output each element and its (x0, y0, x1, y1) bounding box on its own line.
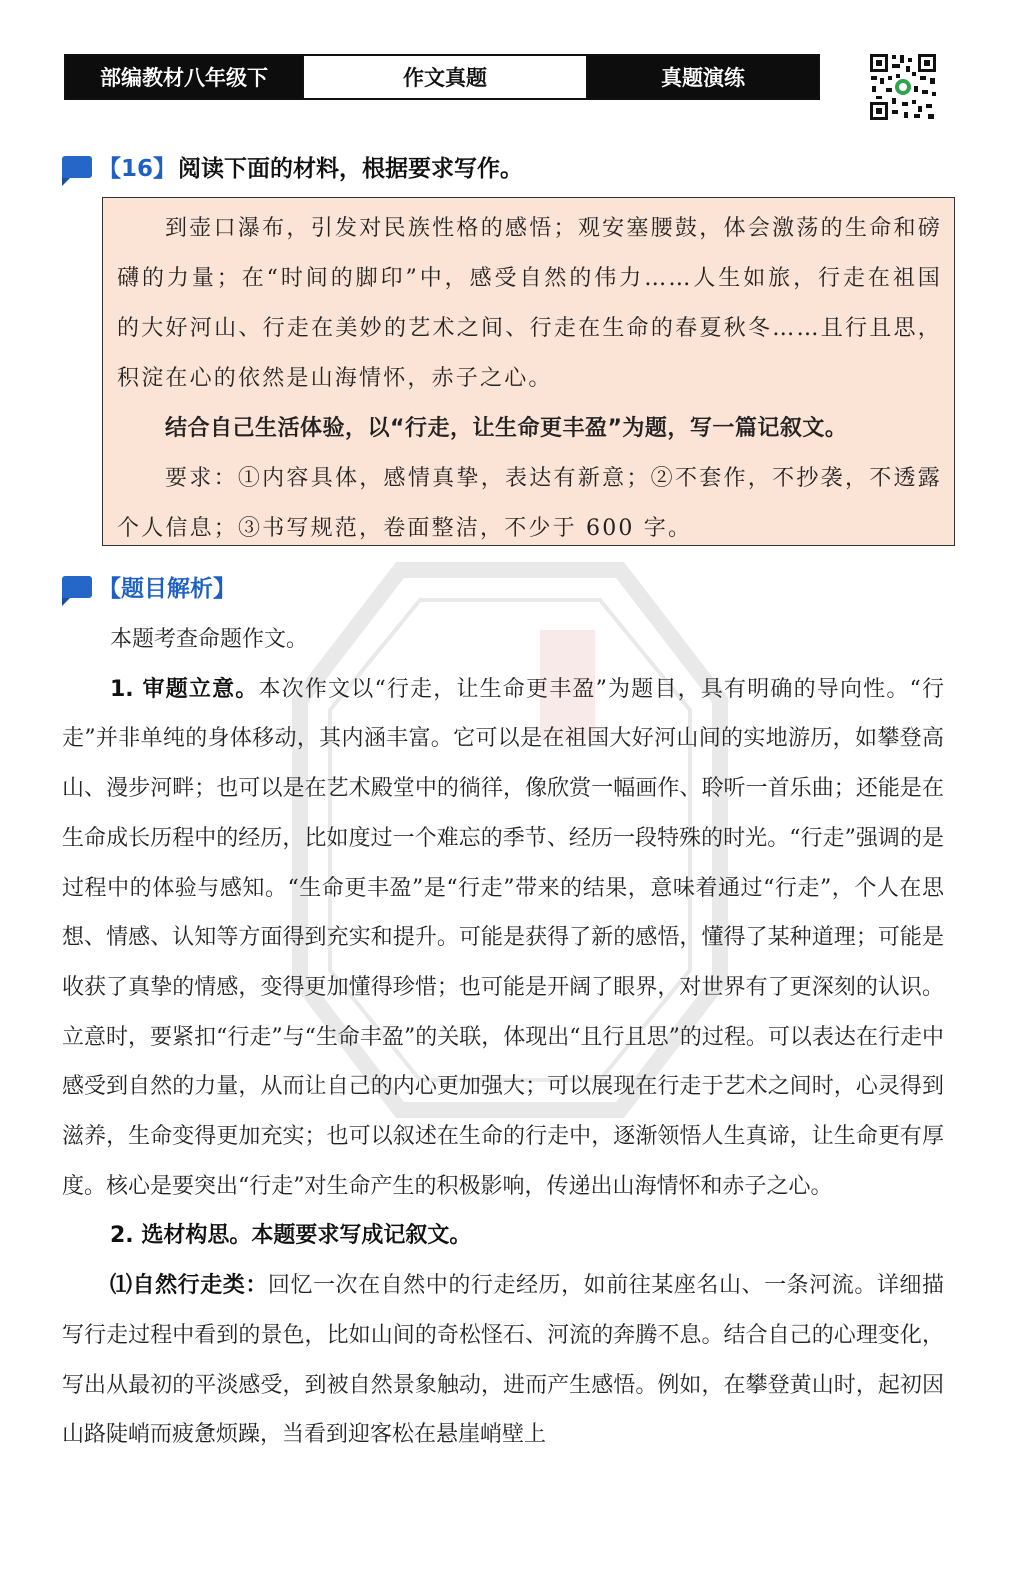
analysis-intro: 本题考查命题作文。 (110, 627, 309, 652)
analysis-point-1 (62, 665, 944, 1212)
material-box (102, 197, 955, 546)
analysis-heading (62, 570, 236, 603)
bookmark-flag-icon (62, 156, 92, 178)
qr-code-icon (868, 52, 938, 122)
analysis-sub-1-text: 回忆一次在自然中的行走经历，如前往某座名山、一条河流。详细描写行走过程中看到的景色，比如山间的奇松怪石、河流的奔腾不息。结合自己的心理变化，写出从最初的平淡感受，到被自然景象触动，进而产生感悟。例如，在攀登黄山时，起初因山路陡峭而疲惫烦躁，当看到迎客松在悬崖峭壁上 (62, 1273, 944, 1448)
analysis-sub-1 (62, 1261, 944, 1460)
analysis-heading-label: 【题目解析】 (98, 576, 236, 602)
header-category-label: 作文真题 (302, 56, 588, 98)
analysis-body (62, 615, 944, 1460)
bookmark-flag-icon (62, 576, 92, 598)
question-number: 【16】 (98, 156, 177, 182)
header-textbook-label: 部编教材八年级下 (66, 56, 302, 98)
material-task: 结合自己生活体验，以“行走，让生命更丰盈”为题，写一篇记叙文。 (165, 416, 848, 441)
header-bar (64, 54, 820, 100)
material-paragraph: 到壶口瀑布，引发对民族性格的感悟；观安塞腰鼓，体会激荡的生命和磅礴的力量；在“时间的脚印”中，感受自然的伟力……人生如旅，行走在祖国的大好河山、行走在美妙的艺术之间、行走在生命的春夏秋冬……且行且思，积淀在心的依然是山海情怀，赤子之心。 (117, 216, 942, 391)
analysis-sub-1-label: ⑴自然行走类： (110, 1273, 268, 1299)
question-title: 阅读下面的材料，根据要求写作。 (178, 156, 524, 182)
material-requirements: 要求：①内容具体，感情真挚，表达有新意；②不套作，不抄袭，不透露个人信息；③书写规范，卷面整洁，不少于 600 字。 (117, 466, 942, 541)
analysis-point-1-label: 1. 审题立意。 (110, 676, 259, 702)
analysis-point-1-text: 本次作文以“行走，让生命更丰盈”为题目，具有明确的导向性。“行走”并非单纯的身体移动，其内涵丰富。它可以是在祖国大好河山间的实地游历，如攀登高山、漫步河畔；也可以是在艺术殿堂中的徜徉，像欣赏一幅画作、聆听一首乐曲；还能是在生命成长历程中的经历，比如度过一个难忘的季节、经历一段特殊的时光。“行走”强调的是过程中的体验与感知。“生命更丰盈”是“行走”带来的结果，意味着通过“行走”，个人在思想、情感、认知等方面得到充实和提升。可能是获得了新的感悟，懂得了某种道理；可能是收获了真挚的情感，变得更加懂得珍惜；也可能是开阔了眼界，对世界有了更深刻的认识。立意时，要紧扣“行走”与“生命丰盈”的关联，体现出“且行且思”的过程。可以表达在行走中感受到自然的力量，从而让自己的内心更加强大；可以展现在行走于艺术之间时，心灵得到滋养，生命变得更加充实；也可以叙述在生命的行走中，逐渐领悟人生真谛，让生命更有厚度。核心是要突出“行走”对生命产生的积极影响，传递出山海情怀和赤子之心。 (62, 676, 944, 1199)
analysis-point-2: 2. 选材构思。本题要求写成记叙文。 (110, 1223, 472, 1249)
header-section-label: 真题演练 (588, 56, 818, 98)
question-heading (62, 150, 523, 183)
